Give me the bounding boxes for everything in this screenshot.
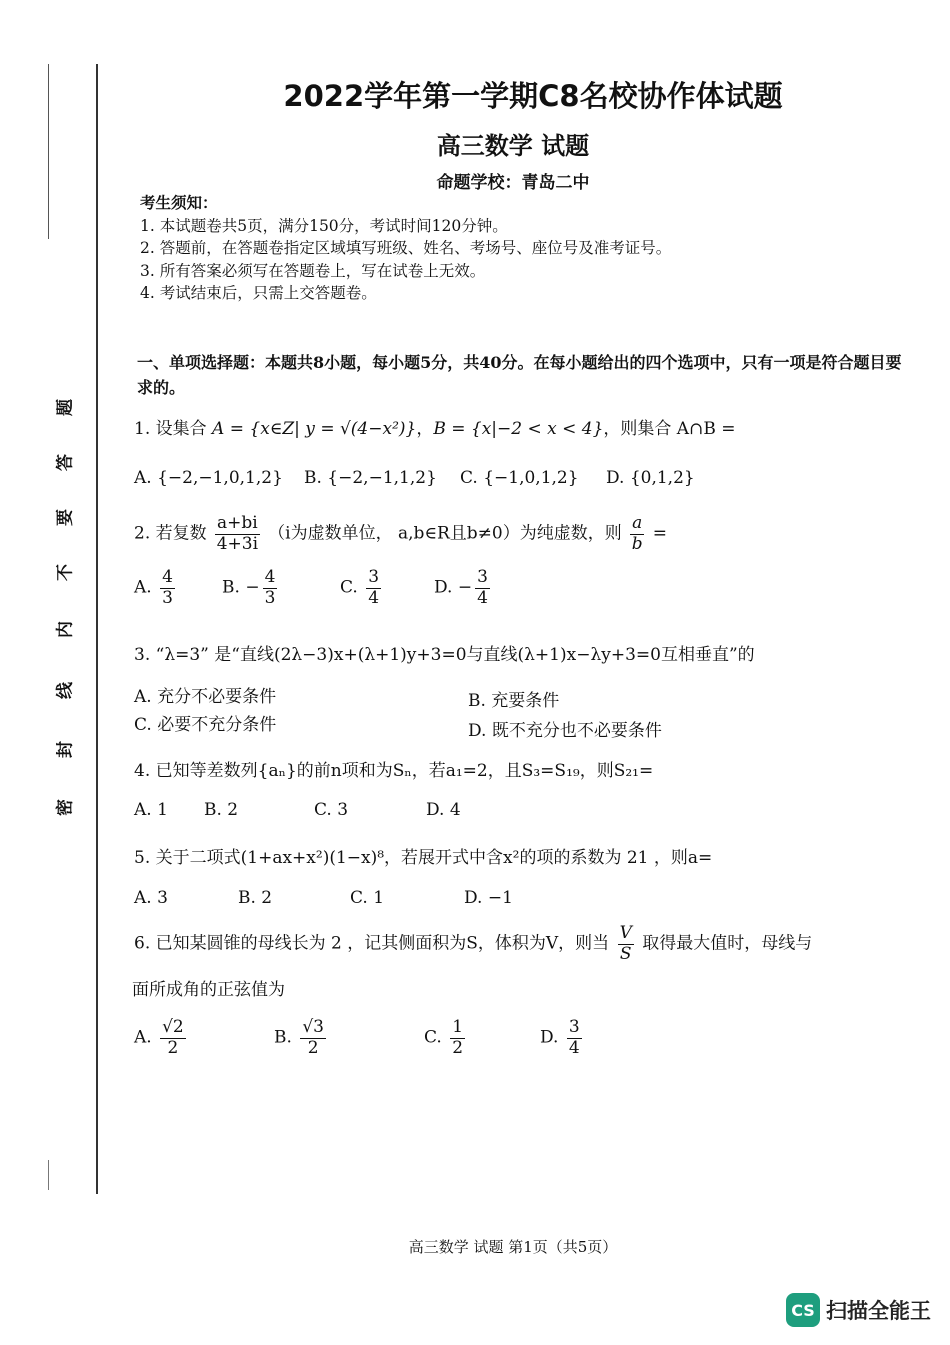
- denominator: b: [631, 533, 643, 554]
- question-text: 取得最大值时，母线与: [642, 933, 813, 954]
- page-footer: 高三数学 试题 第1页（共5页）: [408, 1238, 618, 1256]
- option: [222, 568, 280, 608]
- question-number: 4.: [134, 761, 151, 781]
- numerator: 4: [162, 567, 173, 587]
- option: C. 1: [350, 888, 385, 908]
- seal-char: 封: [55, 741, 76, 758]
- question-3: [134, 640, 900, 665]
- option: D. {0,1,2}: [606, 468, 695, 488]
- denominator: 4+3i: [216, 533, 259, 554]
- option-label: B.: [274, 1027, 292, 1048]
- numerator: 3: [568, 1017, 580, 1037]
- math-expression: A = {x∈Z| y = √(4−x²)}: [212, 419, 417, 439]
- option: [540, 1018, 585, 1058]
- option-label: A.: [134, 577, 152, 598]
- denominator: 3: [162, 587, 173, 608]
- question-text: 设集合: [155, 419, 207, 439]
- option-label: C.: [424, 1027, 442, 1048]
- option: B. 2: [204, 800, 239, 820]
- numerator: 3: [368, 567, 380, 587]
- question-text: 已知某圆锥的母线长为 2 ，记其侧面积为S，体积为V，则当: [155, 933, 610, 954]
- exam-school: 命题学校：青岛二中: [436, 173, 590, 193]
- option: A. 3: [134, 888, 168, 908]
- numerator: 1: [452, 1017, 464, 1037]
- watermark-text: 扫描全能王: [826, 1299, 931, 1323]
- question-text: 关于二项式(1+ax+x²)(1−x)⁸，若展开式中含x²的项的系数为 21 ，则a=: [155, 848, 713, 868]
- option-label: D.: [540, 1027, 559, 1048]
- scanner-watermark: [786, 1290, 931, 1330]
- fraction: [475, 568, 490, 608]
- denominator: 2: [452, 1037, 464, 1058]
- denominator: 2: [307, 1037, 319, 1058]
- question-text: ，则集合 A∩B =: [603, 419, 736, 439]
- option-sign: −: [457, 577, 473, 598]
- option: [134, 568, 178, 608]
- fraction: [160, 1018, 186, 1058]
- seal-char: 密: [55, 799, 76, 816]
- option: [274, 1018, 329, 1058]
- option-label: B.: [222, 577, 240, 598]
- fraction: [450, 1018, 465, 1058]
- fraction: [618, 924, 634, 964]
- binding-line: [96, 64, 98, 1194]
- question-number: 6.: [134, 933, 151, 954]
- option: B. {−2,−1,1,2}: [304, 468, 437, 488]
- option-sign: −: [245, 577, 260, 598]
- exam-notice: [140, 192, 900, 305]
- option: [340, 568, 384, 608]
- question-6-continued: 面所成角的正弦值为: [132, 980, 285, 1000]
- seal-char: 不: [55, 564, 76, 581]
- denominator: 2: [167, 1037, 179, 1058]
- option: B. 充要条件: [468, 691, 560, 711]
- question-number: 2.: [134, 523, 151, 544]
- option: A. {−2,−1,0,1,2}: [134, 468, 283, 488]
- question-text: =: [652, 523, 667, 544]
- numerator: 4: [264, 567, 276, 587]
- option-label: C.: [340, 577, 358, 598]
- denominator: 4: [568, 1037, 580, 1058]
- question-text: ，: [416, 419, 434, 439]
- fraction: [567, 1018, 582, 1058]
- question-text: （i为虚数单位， a,b∈R且b≠0）为纯虚数，则: [268, 523, 622, 544]
- option: D. −1: [464, 888, 513, 908]
- section-heading: 一、单项选择题：本题共8小题，每小题5分，共40分。在每小题给出的四个选项中，只有一项是符合题目要求的。: [137, 353, 902, 397]
- fraction: [263, 568, 278, 608]
- option: [134, 1018, 189, 1058]
- question-text: 已知等差数列{aₙ}的前n项和为Sₙ，若a₁=2，且S₃=S₁₉，则S₂₁=: [155, 761, 654, 781]
- fraction: [366, 568, 381, 608]
- numerator: V: [619, 924, 632, 943]
- seal-char: 题: [55, 399, 76, 416]
- numerator: a+bi: [217, 513, 258, 533]
- question-1: [134, 414, 735, 439]
- camscanner-logo-icon: CS: [786, 1293, 820, 1327]
- option: A. 充分不必要条件: [134, 687, 277, 707]
- seal-char: 要: [55, 509, 76, 526]
- denominator: S: [619, 943, 632, 964]
- numerator: √3: [302, 1017, 324, 1037]
- exam-title: 2022学年第一学期C8名校协作体试题: [283, 79, 783, 113]
- denominator: 4: [477, 587, 488, 608]
- denominator: 4: [368, 587, 380, 608]
- question-2: [134, 514, 667, 554]
- option-label: D.: [434, 577, 453, 598]
- question-text: “λ=3” 是“直线(2λ−3)x+(λ+1)y+3=0与直线(λ+1)x−λy+3=0互相垂直”的: [155, 645, 755, 665]
- option: B. 2: [238, 888, 273, 908]
- seal-char: 内: [55, 621, 76, 638]
- question-5: [134, 843, 712, 868]
- denominator: 3: [264, 587, 276, 608]
- question-text: 若复数: [155, 523, 207, 544]
- notice-item: 3. 所有答案必须写在答题卷上，写在试卷上无效。: [140, 261, 486, 280]
- option: D. 4: [426, 800, 461, 820]
- numerator: a: [632, 513, 643, 533]
- option: [424, 1018, 468, 1058]
- option: A. 1: [134, 800, 168, 820]
- question-number: 1.: [134, 419, 151, 439]
- fraction: [160, 568, 175, 608]
- numerator: √2: [162, 1017, 184, 1037]
- notice-item: 1. 本试题卷共5页，满分150分，考试时间120分钟。: [140, 216, 508, 235]
- option: [434, 568, 493, 608]
- option: C. 必要不充分条件: [134, 715, 277, 735]
- option: D. 既不充分也不必要条件: [468, 721, 662, 741]
- exam-subtitle: 高三数学 试题: [436, 132, 590, 160]
- fraction: [215, 514, 260, 554]
- numerator: 3: [477, 567, 488, 587]
- notice-item: 4. 考试结束后，只需上交答题卷。: [140, 284, 377, 302]
- notice-heading: 考生须知：: [140, 193, 218, 212]
- seal-char: 答: [55, 454, 76, 471]
- math-expression: B = {x|−2 < x < 4}: [433, 419, 604, 439]
- option-label: A.: [134, 1027, 152, 1048]
- option: C. 3: [314, 800, 349, 820]
- fraction: [630, 514, 644, 554]
- notice-item: 2. 答题前，在答题卷指定区域填写班级、姓名、考场号、座位号及准考证号。: [140, 239, 672, 257]
- question-4: [134, 756, 653, 781]
- question-number: 5.: [134, 848, 151, 868]
- seal-char: 线: [55, 682, 76, 699]
- question-6: [134, 924, 900, 964]
- question-number: 3.: [134, 645, 151, 665]
- option: C. {−1,0,1,2}: [460, 468, 579, 488]
- binding-line-outer-lower: [48, 1160, 49, 1190]
- fraction: [300, 1018, 326, 1058]
